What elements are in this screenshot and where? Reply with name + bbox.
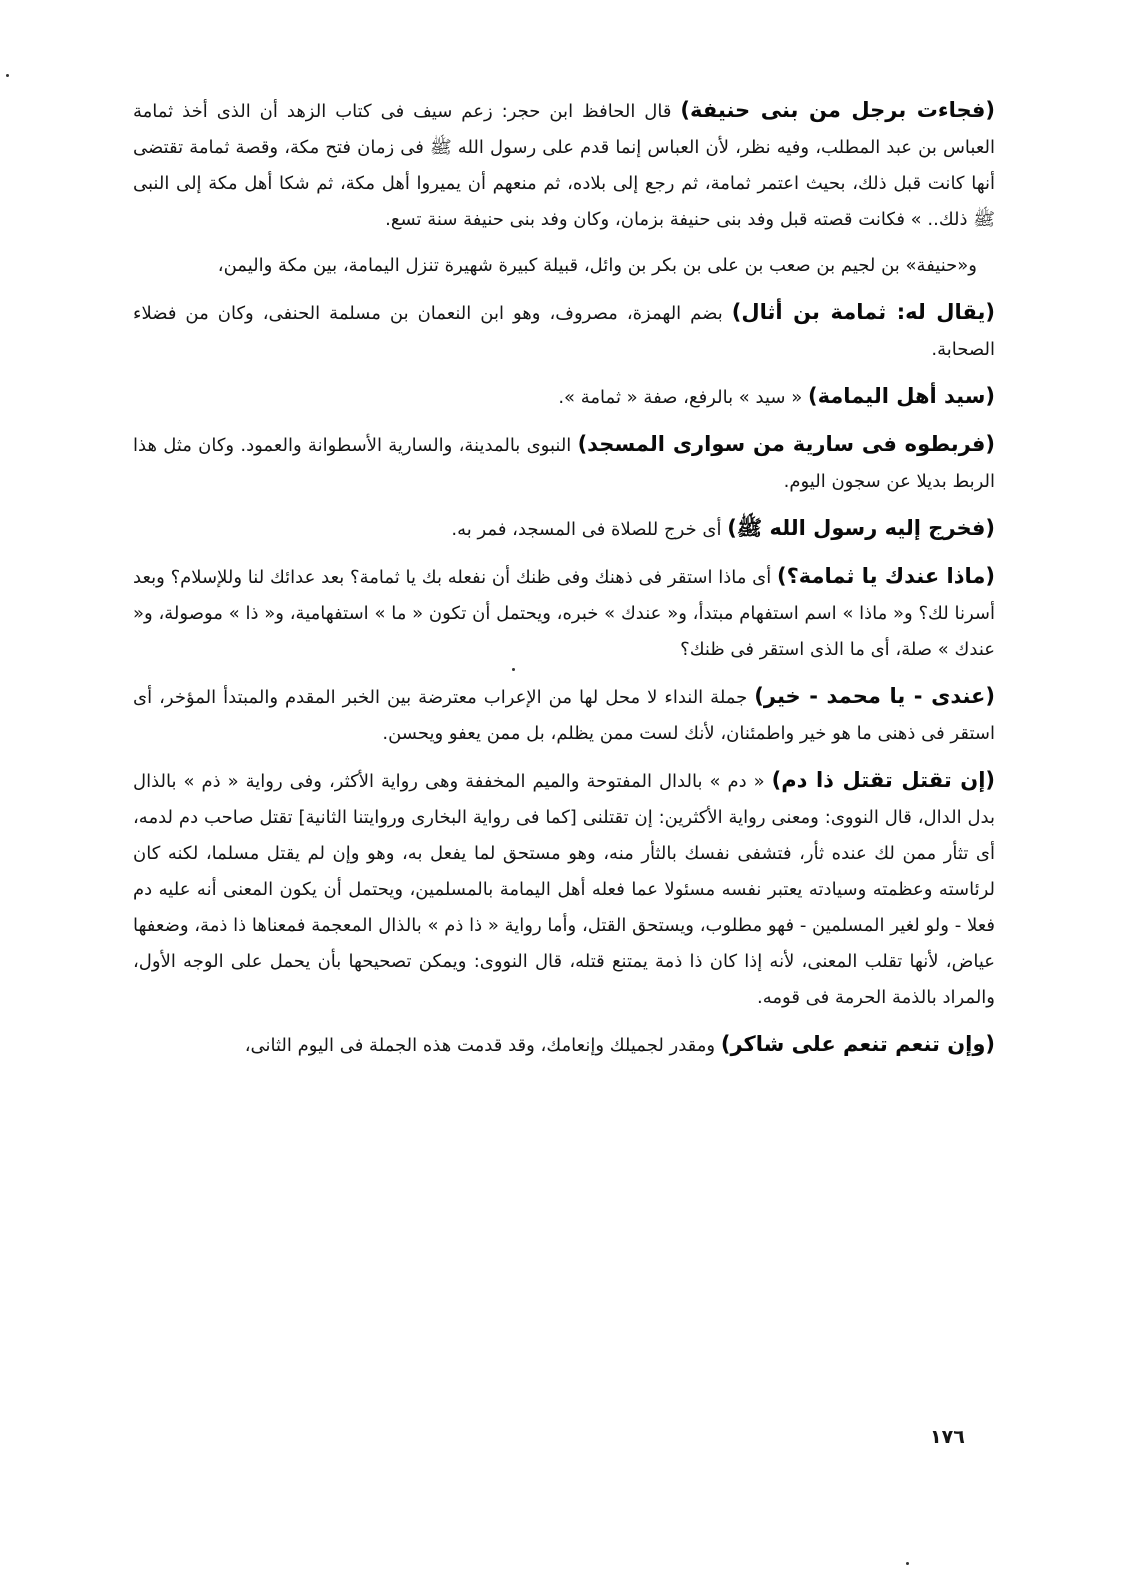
- paragraph-10-text: ومقدر لجميلك وإنعامك، وقد قدمت هذه الجملة فى اليوم الثانى،: [244, 1035, 721, 1056]
- lemma-1: (فجاءت برجل من بنى حنيفة): [680, 98, 996, 122]
- commentary-paragraph-3: [133, 294, 995, 368]
- lemma-6: (فخرج إليه رسول الله ﷺ): [727, 516, 995, 540]
- commentary-paragraph-8: [133, 678, 995, 752]
- lemma-3: (يقال له: ثمامة بن أثال): [731, 300, 996, 324]
- paragraph-5-text: النبوى بالمدينة، والسارية الأسطوانة والعمود. وكان مثل هذا الربط بديلا عن سجون اليوم.: [133, 435, 995, 492]
- commentary-paragraph-4: [133, 378, 995, 416]
- lemma-9: (إن تقتل تقتل ذا دم): [771, 768, 995, 792]
- paragraph-1-text: قال الحافظ ابن حجر: زعم سيف فى كتاب الزهد أن الذى أخذ ثمامة العباس بن عبد المطلب، وفيه نظر، لأن العباس إنما قدم على رسول الله ﷺ فى زمان فتح مكة، وقصة ثمامة تقتضى أنها كانت قبل ذلك، بحيث اعتمر ثمامة، ثم رجع إلى بلاده، ثم منعهم أن يميروا أهل مكة، ثم شكا أهل مكة إلى النبى ﷺ ذلك.. » فكانت قصته قبل وفد بنى حنيفة بزمان، وكان وفد بنى حنيفة سنة تسع.: [133, 101, 995, 230]
- commentary-paragraph-5: [133, 426, 995, 500]
- scan-speck: [6, 74, 9, 77]
- paragraph-7-text: أى ماذا استقر فى ذهنك وفى ظنك أن نفعله بك يا ثمامة؟ بعد عدائك لنا وللإسلام؟ وبعد أسرنا لك؟ و« ماذا » اسم استفهام مبتدأ، و« عندك » خبره، ويحتمل أن تكون « ما » استفهامية، و« ذا » موصولة، و« عندك » صلة، أى ما الذى استقر فى ظنك؟: [133, 567, 995, 660]
- lemma-10: (وإن تنعم تنعم على شاكر): [720, 1032, 995, 1056]
- page-number: ١٧٦: [930, 1426, 965, 1448]
- commentary-paragraph-2: [133, 248, 995, 284]
- lemma-5: (فربطوه فى سارية من سوارى المسجد): [577, 432, 996, 456]
- paragraph-9-text: « دم » بالدال المفتوحة والميم المخففة وهى رواية الأكثر، وفى رواية « ذم » بالذال بدل الدال، قال النووى: ومعنى رواية الأكثرين: إن تقتلنى [كما فى رواية البخارى وروايتنا الثانية] تقتل صاحب دم لدمه، أى تثأر ممن لك عنده ثأر، فتشفى نفسك بالثأر منه، وهو مستحق لما يفعل به، وهو وإن لم يقتل مسلما، لكنه كان لرئاسته وعظمته وسيادته يعتبر نفسه مسئولا عما فعله أهل اليمامة بالمسلمين، ويحتمل أن يكون المعنى أنه عليه دم فعلا - ولو لغير المسلمين - فهو مطلوب، ويستحق القتل، وأما رواية « ذا ذم » بالذال المعجمة فمعناها ذا ذمة، وضعفها عياض، لأنها تقلب المعنى، لأنه إذا كان ذا ذمة يمتنع قتله، قال النووى: ويمكن تصحيحها بأن يحمل على الوجه الأول، والمراد بالذمة الحرمة فى قومه.: [133, 771, 995, 1008]
- lemma-4: (سيد أهل اليمامة): [807, 384, 995, 408]
- commentary-paragraph-1: [133, 92, 995, 238]
- paragraph-3-text: بضم الهمزة، مصروف، وهو ابن النعمان بن مسلمة الحنفى، وكان من فضلاء الصحابة.: [133, 303, 995, 360]
- lemma-8: (عندى - يا محمد - خير): [754, 684, 995, 708]
- commentary-page: [133, 92, 995, 1472]
- paragraph-8-text: جملة النداء لا محل لها من الإعراب معترضة بين الخبر المقدم والمبتدأ المؤخر، أى استقر فى ذهنى ما هو خير واطمئنان، لأنك لست ممن يظلم، بل ممن يعفو ويحسن.: [133, 687, 995, 744]
- scan-speck: [906, 1562, 909, 1565]
- commentary-paragraph-9: [133, 762, 995, 1016]
- paragraph-6-text: أى خرج للصلاة فى المسجد، فمر به.: [451, 519, 728, 540]
- scan-speck: [512, 668, 515, 671]
- commentary-paragraph-10: [133, 1026, 995, 1064]
- commentary-paragraph-6: [133, 510, 995, 548]
- lemma-7: (ماذا عندك يا ثمامة؟): [777, 564, 995, 588]
- commentary-paragraph-7: [133, 558, 995, 668]
- paragraph-2-text: و«حنيفة» بن لجيم بن صعب بن على بن بكر بن وائل، قبيلة كبيرة شهيرة تنزل اليمامة، بين مكة واليمن،: [217, 255, 977, 276]
- paragraph-4-text: « سيد » بالرفع، صفة « ثمامة ».: [558, 387, 808, 408]
